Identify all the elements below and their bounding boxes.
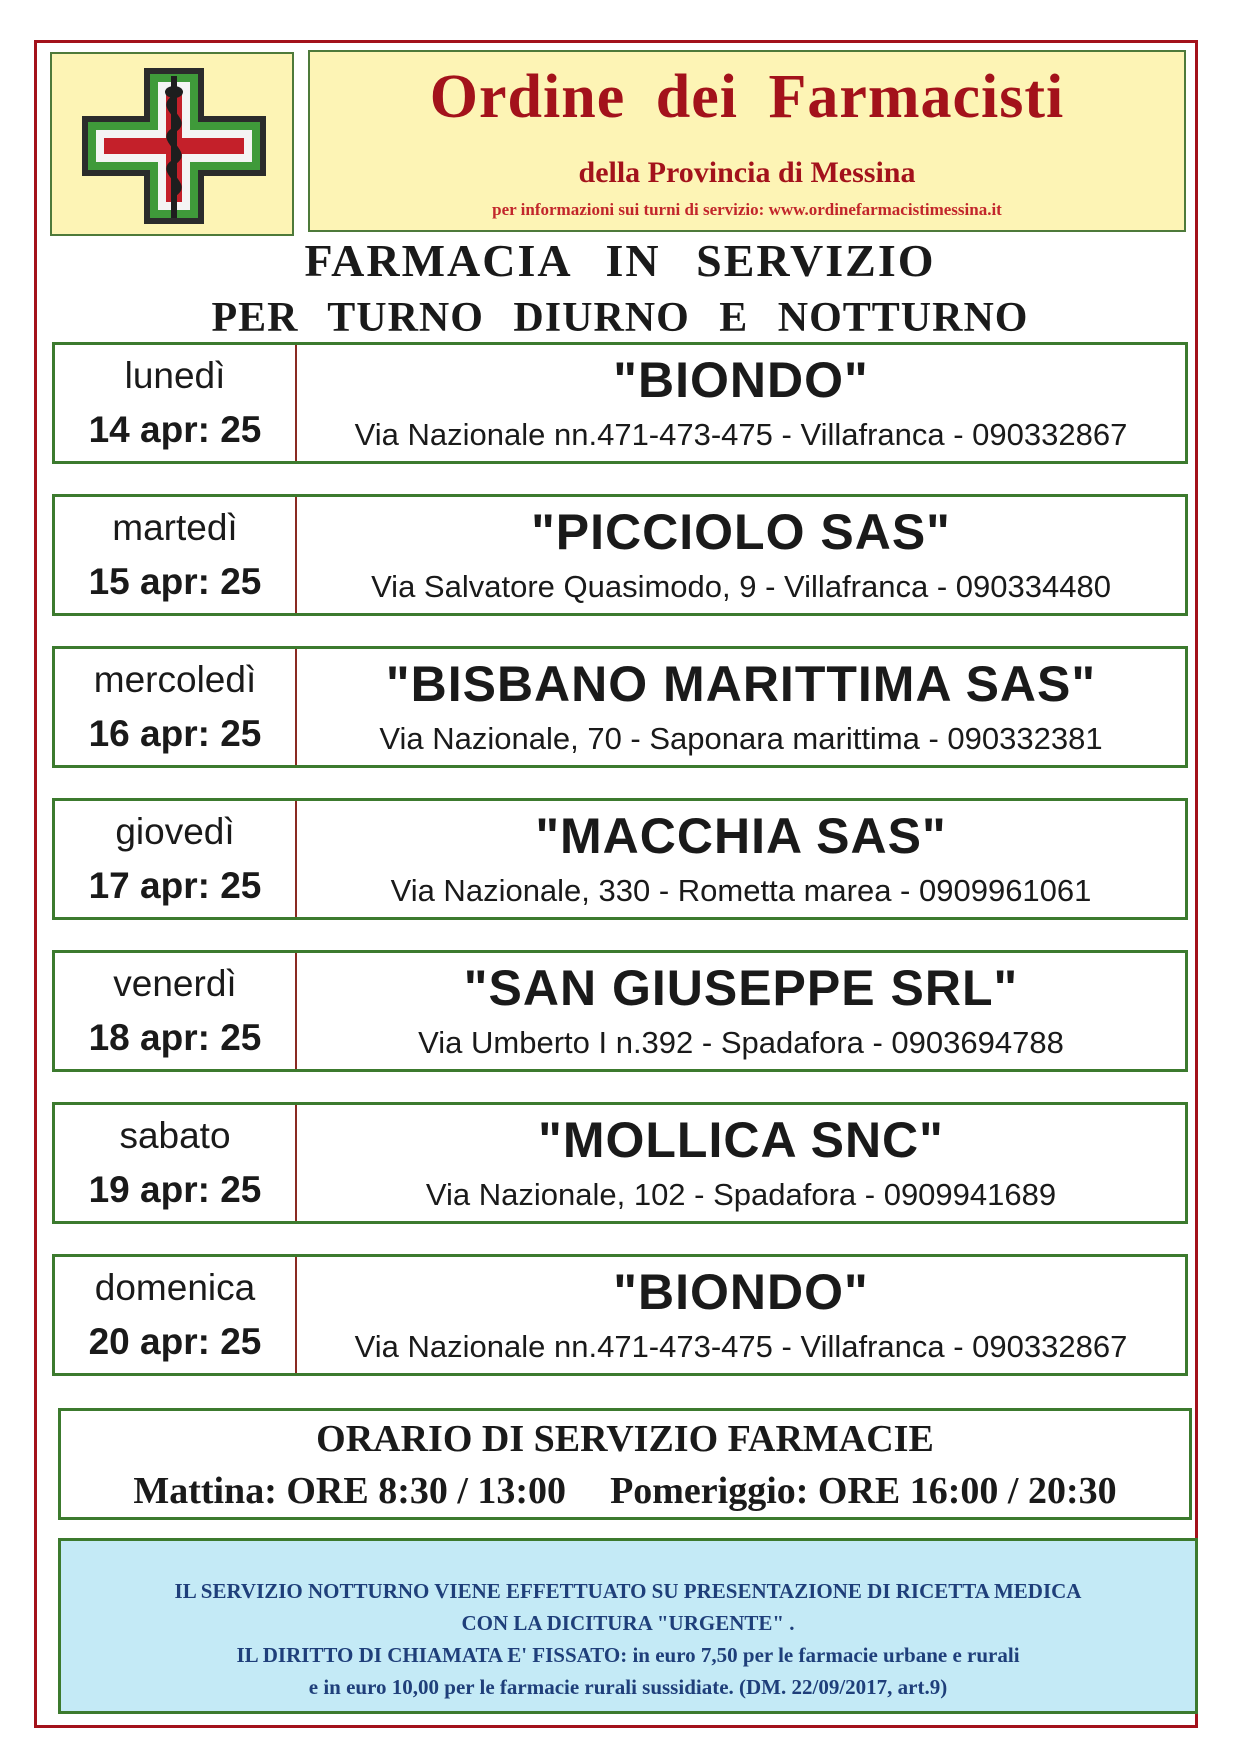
date-label: 14 apr: 25 [88, 409, 262, 450]
day-cell [55, 649, 297, 765]
pharmacy-name: "BISBANO MARITTIMA SAS" [385, 656, 1097, 712]
schedule-row [52, 950, 1188, 1072]
weekday-label: mercoledì [93, 659, 257, 700]
schedule-row [52, 494, 1188, 616]
notice-line: CON LA DICITURA "URGENTE" . [461, 1611, 795, 1635]
pharmacy-address: Via Nazionale, 102 - Spadafora - 0909941689 [425, 1177, 1057, 1212]
night-service-notice [58, 1538, 1198, 1714]
pharmacy-name: "MOLLICA SNC" [538, 1112, 944, 1168]
date-label: 20 apr: 25 [88, 1321, 262, 1362]
day-cell [55, 345, 297, 461]
pharmacy-address: Via Salvatore Quasimodo, 9 - Villafranca - 090334480 [371, 569, 1111, 604]
notice-line: IL SERVIZIO NOTTURNO VIENE EFFETTUATO SU PRESENTAZIONE DI RICETTA MEDICA [174, 1579, 1082, 1603]
weekday-label: sabato [119, 1115, 231, 1156]
date-label: 18 apr: 25 [88, 1017, 262, 1058]
schedule-row [52, 1102, 1188, 1224]
schedule-row [52, 1254, 1188, 1376]
afternoon-hours: Pomeriggio: ORE 16:00 / 20:30 [610, 1470, 1117, 1512]
morning-hours: Mattina: ORE 8:30 / 13:00 [133, 1470, 567, 1512]
schedule-row [52, 798, 1188, 920]
day-cell [55, 801, 297, 917]
pharmacy-address: Via Nazionale, 70 - Saponara marittima - 090332381 [379, 721, 1103, 756]
pharmacy-name: "BIONDO" [613, 1264, 869, 1320]
notice-line: IL DIRITTO DI CHIAMATA E' FISSATO: in euro 7,50 per le farmacie urbane e rurali [236, 1643, 1020, 1667]
weekday-label: lunedì [124, 355, 226, 396]
pharmacy-cross-caduceus-icon [82, 68, 266, 224]
day-cell [55, 497, 297, 613]
day-cell [55, 953, 297, 1069]
pharmacy-address: Via Nazionale nn.471-473-475 - Villafranca - 090332867 [354, 1329, 1128, 1364]
weekday-label: martedì [112, 507, 238, 548]
opening-hours-box [58, 1408, 1192, 1520]
organization-title: Ordine dei Farmacisti [429, 63, 1065, 131]
day-cell [55, 1105, 297, 1221]
info-website-line: per informazioni sui turni di servizio: www.ordinefarmacistimessina.it [492, 200, 1002, 219]
pharmacy-name: "BIONDO" [613, 352, 869, 408]
organization-subtitle: della Provincia di Messina [578, 156, 916, 189]
weekday-label: domenica [94, 1267, 256, 1308]
date-label: 15 apr: 25 [88, 561, 262, 602]
pharmacy-address: Via Umberto I n.392 - Spadafora - 0903694788 [418, 1025, 1064, 1060]
pharmacy-name: "SAN GIUSEPPE SRL" [463, 960, 1019, 1016]
shift-heading: PER TURNO DIURNO E NOTTURNO [211, 295, 1029, 341]
pharmacy-address: Via Nazionale nn.471-473-475 - Villafranca - 090332867 [354, 417, 1128, 452]
header-title-box [308, 50, 1186, 232]
logo-box [50, 52, 294, 236]
date-label: 19 apr: 25 [88, 1169, 262, 1210]
schedule-row [52, 342, 1188, 464]
schedule-row [52, 646, 1188, 768]
service-heading: FARMACIA IN SERVIZIO [304, 235, 936, 286]
pharmacy-address: Via Nazionale, 330 - Rometta marea - 0909961061 [390, 873, 1092, 908]
day-cell [55, 1257, 297, 1373]
weekday-label: venerdì [113, 963, 237, 1004]
date-label: 16 apr: 25 [88, 713, 262, 754]
notice-line: e in euro 10,00 per le farmacie rurali sussidiate. (DM. 22/09/2017, art.9) [308, 1675, 948, 1699]
pharmacy-name: "MACCHIA SAS" [535, 808, 947, 864]
hours-title: ORARIO DI SERVIZIO FARMACIE [316, 1418, 934, 1460]
pharmacy-name: "PICCIOLO SAS" [531, 504, 951, 560]
date-label: 17 apr: 25 [88, 865, 262, 906]
weekday-label: giovedì [115, 811, 235, 852]
hours-line [61, 1469, 1189, 1513]
